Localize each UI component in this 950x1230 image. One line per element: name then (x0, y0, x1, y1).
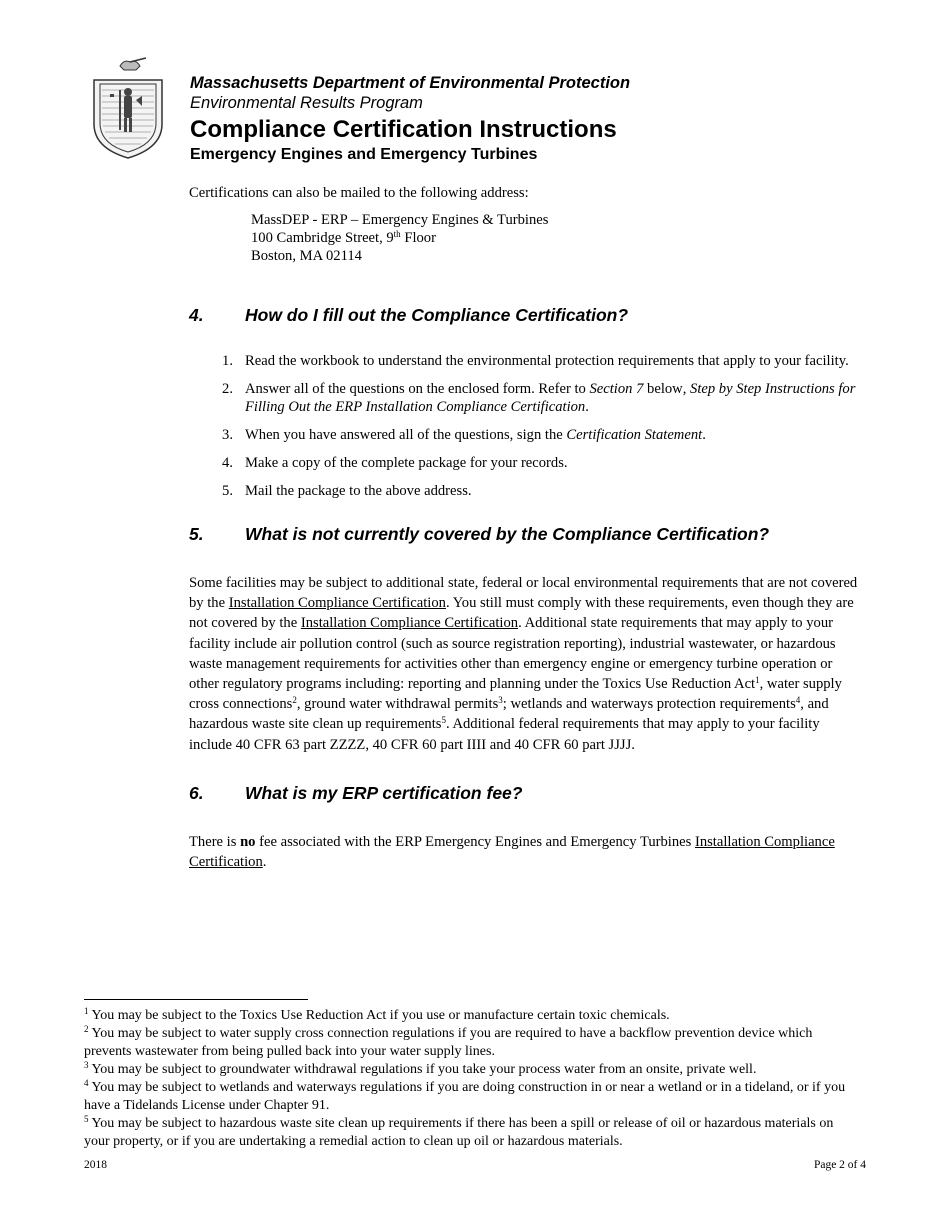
mailing-address (251, 211, 859, 265)
section-4-heading: 4. How do I fill out the Compliance Certification? (189, 305, 629, 325)
section-5-paragraph: Some facilities may be subject to additional state, federal or local environmental requirements that are not covered by the Installation Compliance Certification. You still must comply with these requirements, even though they are not covered by the Installation Compliance Certification. Additional state requirements that may apply to your facility include air pollution control (such as source registration reporting), industrial wastewater, or hazardous waste management requirements for activities other than emergency engine or emergency turbine operation or other regulatory programs including: reporting and planning under the Toxics Use Reduction Act$^1$, water supply cross connections$^2$, ground water withdrawal permits$^3$; wetlands and waterways protection requirements$^4$, and hazardous waste site clean up requirements$^5$. Additional federal requirements that may apply to your facility include 40 CFR 63 part ZZZZ, 40 CFR 60 part IIII and 40 CFR 60 part JJJJ. (189, 575, 858, 753)
document-header (190, 73, 810, 165)
address-line-3: Boston, MA 02114 (251, 248, 362, 264)
installation-certification-reference: Installation Compliance Certification (228, 595, 446, 612)
footnote: $^3$ You may be subject to groundwater withdrawal regulations if you take your process water from an onsite, private well. (84, 1060, 757, 1077)
footnotes (84, 1007, 854, 1151)
section-6-paragraph: There is no fee associated with the ERP Emergency Engines and Emergency Turbines Installation Compliance Certification. (189, 833, 835, 871)
list-item: 4. Make a copy of the complete package for your records. (222, 455, 568, 471)
section-6-heading: 6. What is my ERP certification fee? (189, 782, 523, 803)
list-item: 1. Read the workbook to understand the environmental protection requirements that apply to your facility. (222, 353, 849, 369)
page-number: Page 2 of 4 (813, 1159, 866, 1171)
list-item: 5. Mail the package to the above address. (222, 483, 472, 499)
footer-year: 2018 (84, 1159, 107, 1171)
footnote: $^5$ You may be subject to hazardous waste site clean up requirements if there has been a spill or release of oil or hazardous materials on your property, or if you are undertaking a remedial action to clean up oil or hazardous materials. (84, 1114, 834, 1149)
page-subtitle: Emergency Engines and Emergency Turbines (190, 146, 538, 163)
address-line-2: 100 Cambridge Street, 9th Floor (251, 229, 436, 246)
footnote: $^2$ You may be subject to water supply cross connection regulations if you are required to have a backflow prevention device which prevents wastewater from being pulled back into your water supply lines. (84, 1024, 813, 1059)
list-item: 2. Answer all of the questions on the enclosed form. Refer to Section 7 below, Step by Step Instructions for Filling Out the ERP Installation Compliance Certification. (222, 381, 856, 415)
footnote: $^4$ You may be subject to wetlands and waterways regulations if you are doing construction in or near a wetland or in a tideland, or if you have a Tidelands License under Chapter 91. (84, 1078, 846, 1113)
section-5-heading: 5. What is not currently covered by the Compliance Certification? (189, 524, 770, 544)
agency-name: Massachusetts Department of Environmental Protection (190, 74, 631, 92)
installation-certification-reference: Installation Compliance Certification (300, 615, 519, 632)
footnote-divider (84, 999, 308, 1000)
massachusetts-seal-icon (86, 56, 170, 164)
page-title: Compliance Certification Instructions (190, 116, 617, 143)
section-4-steps (189, 352, 859, 500)
footnote: $^1$ You may be subject to the Toxics Use Reduction Act if you use or manufacture certain toxic chemicals. (84, 1006, 670, 1023)
program-name: Environmental Results Program (190, 94, 423, 112)
list-item: 3. When you have answered all of the questions, sign the Certification Statement. (222, 427, 706, 443)
document-body (189, 183, 859, 872)
mailing-intro: Certifications can also be mailed to the following address: (189, 185, 529, 201)
address-line-1: MassDEP - ERP – Emergency Engines & Turbines (251, 212, 549, 228)
installation-certification-reference: Installation Compliance Certification (189, 833, 835, 871)
